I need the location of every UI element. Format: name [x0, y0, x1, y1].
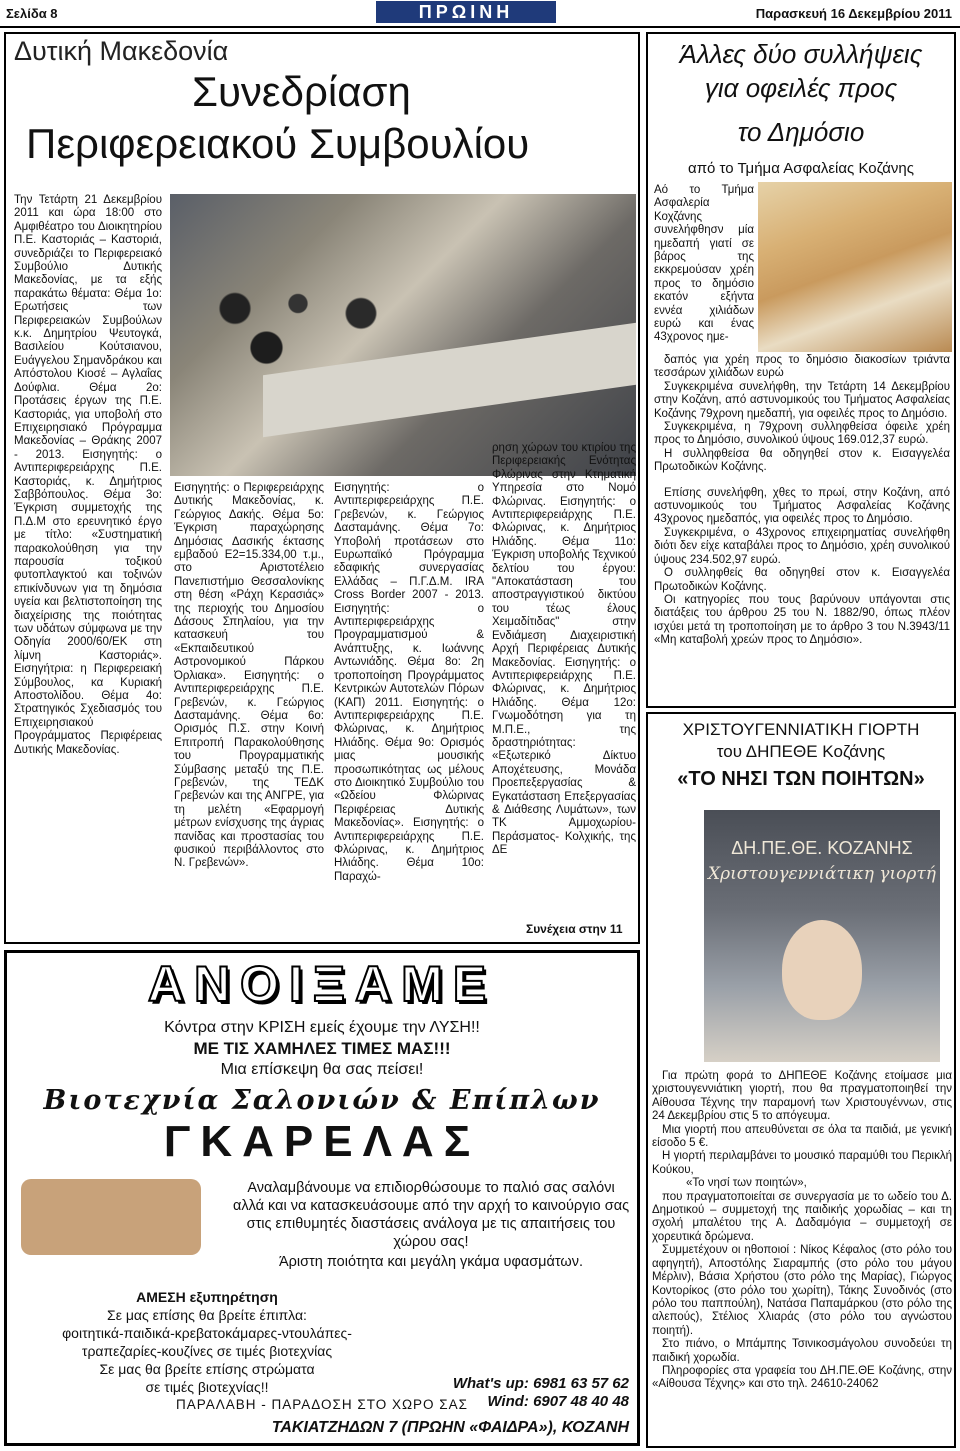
- masthead: ΠΡΩΙΝΗ: [376, 1, 556, 23]
- continued-note: Συνέχεια στην 11: [526, 922, 623, 936]
- christmas-paragraph: Πληροφορίες στα γραφεία του ΔΗ.ΠΕ.ΘΕ Κοζάνης, στην «Αίθουσα Τέχνης» και στο τηλ. 24610-24062: [652, 1364, 952, 1391]
- ad-phone-1: What's up: 6981 63 57 62: [452, 1375, 629, 1392]
- article-column-4: ρηση χώρων του κτιρίου της Περιφερειακής Ενότητας Φλώρινας στην Κτηματική Υπηρεσία στο Νομό Φλώρινας. Εισηγητής: ο Αντιπεριφερειάρχης Π.Ε. Φλώρινας, κ. Δημήτριος Ηλιάδης. Θέμα 11ο: Έγκριση υποβολής Τεχνικού δελτίου του έργου: "Αποκατάσταση του αποστραγγιστικού δικτύου του τέως έλους Χειμαδίτιδας" στην Ενδιάμεση Διαχειριστική Αρχή Περιφέρειας Δυτικής Μακεδονίας. Εισηγητής: ο Αντιπεριφερειάρχης Π.Ε. Φλώρινας, κ. Δημήτριος Ηλιάδης. Θέμα 12ο: Γνωμοδότηση για τη Μ.Π.Ε., της δραστηριότητας: «Εξωτερικό Δίκτυο Αποχέτευσης, Μονάδα Προεπεξεργασίας & Εγκατάσταση Επεξεργασίας & Διάθεσης Λυμάτων», των ΤΚ Αμμοχωρίου- Περάσματος- Κολχικής, της ΔΕ: [492, 442, 636, 857]
- christmas-paragraph: Στο πιάνο, ο Μπάμπης Τσινικοσμάγολου συνοδεύει τη παιδική χορωδία.: [652, 1338, 952, 1364]
- arrests-paragraph: Συγκεκριμένα, ο 43χρονος επιχειρηματίας συνελήφθη διότι δεν είχε καταβάλει προς το Δημόσιο, χρέη συνολικού ύψους 234.502,97 ευρώ.: [654, 526, 950, 566]
- ad-line: Σε μας επίσης θα βρείτε έπιπλα:: [107, 1307, 307, 1323]
- page-number: Σελίδα 8: [6, 6, 58, 21]
- section-title: Δυτική Μακεδονία: [14, 36, 229, 66]
- ad-phone-2: Wind: 6907 48 40 48: [487, 1393, 629, 1410]
- arrests-article: [646, 32, 956, 708]
- ad-line: σε τιμές βιοτεχνίας!!: [145, 1379, 269, 1395]
- ad-line: Μια επίσκεψη θα σας πείσει!: [220, 1061, 424, 1078]
- arrests-paragraph: Επίσης συνελήφθη, χθες το πρωί, στην Κοζάνη, από αστυνομικούς του Τμήματος Ασφαλείας Κοζάνης 43χρονος ημεδαπός, για οφειλές προς το Δημόσιο.: [654, 486, 950, 526]
- article-column-1: Την Τετάρτη 21 Δεκεμβρίου 2011 και ώρα 18:00 στο Αμφιθέατρο του Διοικητηρίου Π.Ε. Καστοριάς – Καστοριά, συνεδριάζει το Περιφερειακό Συμβούλιο Δυτικής Μακεδονίας, με τα εξής παρακάτω θέματα: Θέμα 1ο: Ερωτήσεις των Περιφερειακών Συμβούλων κ.κ. Δημητρίου Ψευτογκά, Βασιλείου Κούτσιανου, Ευάγγελου Σημανδράκου και Απόστολου Κιοσέ – Αγλαΐας Δούφλια. Θέμα 2ο: Προτάσεις έργων της Π.Ε. Καστοριάς, για υποβολή στο Επιχειρησιακό Πρόγραμμα Μακεδονίας – Θράκης 2007 - 2013. Εισηγητής: ο Αντιπεριφερειάρχης Π.Ε. Καστοριάς, κ. Δημήτριος Σαββόπουλος. Θέμα 3ο: Έγκριση συμμετοχής της Π.Δ.Μ στο ερευνητικό έργο με τίτλο: «Συστηματική παρακολούθηση για την παρουσία τοξικού φυτοπλαγκτού και τοξινών επικίνδυνων για τη δημόσια υγεία και βελτιστοποίηση της διαχείρισης της ποιότητας των υδάτων σύμφωνα με την Οδηγία 2000/60/ΕΚ στη λίμνη Καστοριάς». Εισηγήτρια: η Περιφερειακή Σύμβουλος, κα Κυριακή Αποστολίδου. Θέμα 4ο: Στρατηγικός Σχεδιασμός του Επιχειρησιακού Προγράμματος Περιφέρειας Δυτικής Μακεδονίας.: [14, 194, 162, 756]
- christmas-title-3: «ΤΟ ΝΗΣΙ ΤΩΝ ΠΟΙΗΤΩΝ»: [677, 768, 925, 790]
- ad-line: φοιτητικά-παιδικά-κρεβατοκάμαρες-ντουλάπες-: [62, 1325, 352, 1341]
- poster-script: Χριστουγεννιάτικη γιορτή: [708, 864, 936, 884]
- arrests-title-1: Άλλες δύο συλλήψεις: [679, 39, 923, 69]
- ad-line: ΠΑΡΑΛΑΒΗ - ΠΑΡΑΔΟΣΗ ΣΤΟ ΧΩΡΟ ΣΑΣ: [175, 1397, 469, 1412]
- angel-child-image: [782, 920, 862, 1020]
- issue-date: Παρασκευή 16 Δεκεμβρίου 2011: [755, 6, 952, 21]
- christmas-paragraph: Μια γιορτή που απευθύνεται σε όλα τα παιδιά, με γενική είσοδο 5 €.: [652, 1123, 952, 1150]
- article-column-3: Εισηγητής: ο Αντιπεριφερειάρχης Π.Ε. Γρεβενών, κ. Γεώργιος Δασταμάνης. Θέμα 7ο: Υποβολή προτάσεων στο Ευρωπαϊκό Πρόγραμμα εδαφικής συνεργασίας Ελλάδας – Π.Γ.Δ.Μ. IRA Cross Border 2007 - 2013. Εισηγητής: ο Αντιπεριφερειάρχης Προγραμματισμού & Ανάπτυξης, κ. Ιωάννης Αντωνιάδης. Θέμα 8ο: 2η τροποποίηση Προγράμματος Κεντρικών Αυτοτελών Πόρων (ΚΑΠ) 2011. Εισηγητής: ο Αντιπεριφερειάρχης Π.Ε. Φλώρινας, κ. Δημήτριος Ηλιάδης. Θέμα 9ο: Ορισμός μιας μουσικής προσωπικότητας ως μέλους στο Διοικητικό Συμβούλιο του «Ωδείου Φλώρινας Περιφέρειας Δυτικής Μακεδονίας». Εισηγητής: ο Αντιπεριφερειάρχης Π.Ε. Φλώρινας, κ. Δημήτριος Ηλιάδης. Θέμα 10ο: Παραχώ-: [334, 482, 484, 883]
- council-article: [4, 32, 640, 944]
- christmas-title-1: ΧΡΙΣΤΟΥΓΕΝΝΙΑΤΙΚΗ ΓΙΟΡΤΗ: [682, 720, 920, 739]
- article-title-line1: Συνεδρίαση: [192, 68, 411, 115]
- arrests-paragraph: Συγκεκριμένα συνελήφθη, την Τετάρτη 14 Δεκεμβρίου στην Κοζάνη, από αστυνομικούς του Τμήματος Ασφαλείας Κοζάνης 79χρονη ημεδαπή, για οφειλές προς το Δημόσιο.: [654, 380, 950, 420]
- christmas-paragraph: «Το νησί των ποιητών»,: [686, 1177, 807, 1190]
- christmas-body: [652, 1070, 952, 1446]
- arrests-paragraph: δαπός για χρέη προς το δημόσιο διακοσίων τριάντα τεσσάρων χιλιάδων ευρώ: [654, 354, 950, 380]
- christmas-title-2: του ΔΗΠΕΘΕ Κοζάνης: [716, 742, 886, 761]
- ad-paragraph: Αναλαμβάνουμε να επιδιορθώσουμε το παλιό σας σαλόνι αλλά και να κατασκευάσουμε από την αρχή το καινούργιο σας στις επιθυμητές διαστάσεις ανάλογα με τις απαιτήσεις του χώρου σας!: [232, 1180, 630, 1250]
- furniture-ad: [4, 950, 640, 1446]
- header-rule: [0, 26, 960, 28]
- arrests-body: [654, 354, 950, 706]
- christmas-poster: [704, 810, 940, 1062]
- christmas-paragraph: Για πρώτη φορά το ΔΗΠΕΘΕ Κοζάνης ετοίμασε μια χριστουγεννιάτικη γιορτή, που θα πραγματοποιηθεί την Αίθουσα Τέχνης την παραμονή των Χριστουγέννων, στις 24 Δεκεμβρίου στις 5 το απόγευμα.: [652, 1070, 952, 1123]
- christmas-paragraph: Η γιορτή περιλαμβάνει το μουσικό παραμύθι του Περικλή Κούκου,: [652, 1150, 952, 1176]
- article-title-line2: Περιφερειακού Συμβουλίου: [26, 120, 530, 167]
- arrests-paragraph: Ο συλληφθείς θα οδηγηθεί στον κ. Εισαγγελέα Πρωτοδικών Κοζάνης.: [654, 567, 950, 593]
- ad-line: Σε μας θα βρείτε επίσης στρώματα: [99, 1361, 315, 1377]
- sofa-image: [21, 1179, 201, 1255]
- arrests-paragraph: Οι κατηγορίες που τους βαρύνουν υπάγονται στις διατάξεις του άρθρου 25 του Ν. 1882/90, όπως πλέον ισχύει μετά τη τροποποίηση με το άρθρο 3 του Ν.3943/11 «Μη καταβολή χρεών προς το Δημόσιο».: [654, 593, 950, 647]
- article-column-2: Εισηγητής: ο Περιφερειάρχης Δυτικής Μακεδονίας, κ. Γεώργιος Δακής. Θέμα 5ο: Έγκριση παραχώρησης Δημόσιας Δασικής έκτασης εμβαδού Ε2=15.334,00 τ.μ., στο Αριστοτέλειο Πανεπιστήμιο Θεσσαλονίκης στη θέση «Ράχη Κερασιάς» της περιοχής του Δημοσίου Δάσους Σπηλαίου, για την κατασκευή του «Εκπαιδευτικού Αστρονομικού Πάρκου Όρλιακα». Εισηγητής: ο Αντιπεριφερειάρχης Π.Ε. Γρεβενών, κ. Γεώργιος Δασταμάνης. Θέμα 6ο: Ορισμός Π.Σ. στην Κοινή Επιτροπή Παρακολούθησης του Προγραμματικής Σύμβασης μεταξύ της Π.Ε. Γρεβενών, της ΤΕΔΚ Γρεβενών και της ΑΝΓΡΕ, για τη μελέτη «Εφαρμογή μέτρων ενίσχυσης της άγριας πανίδας και προστασίας του φυσικού περιβάλλοντος στο Ν. Γρεβενών».: [174, 482, 324, 870]
- christmas-article: [646, 712, 956, 1448]
- arrests-paragraph: Συγκεκριμένα, η 79χρονη συλληφθείσα όφειλε χρέη προς το Δημόσιο, συνολικού ύψους 169.012,37 ευρώ.: [654, 421, 950, 447]
- ad-line: ΜΕ ΤΙΣ ΧΑΜΗΛΕΣ ΤΙΜΕΣ ΜΑΣ!!!: [193, 1039, 451, 1058]
- ad-business-name: ΓΚΑΡΕΛΑΣ: [163, 1117, 481, 1166]
- christmas-paragraph: που πραγματοποιείται σε συνεργασία με το ωδείο του Δ. Δημοτικού – συμμετοχή της παιδικής χορωδίας – και τη σχολή μπαλέτου της Α. Δαδαμόγια – συμμετοχή σε χορευτικά δρώμενα.: [652, 1190, 952, 1243]
- poster-heading: ΔΗ.ΠΕ.ΘΕ. ΚΟΖΑΝΗΣ: [731, 838, 913, 858]
- arrests-paragraph: Η συλληφθείσα θα οδηγηθεί στον κ. Εισαγγελέα Πρωτοδικών Κοζάνης.: [654, 447, 950, 474]
- ad-paragraph: Άριστη ποιότητα και μεγάλη γκάμα υφασμάτων.: [278, 1254, 584, 1270]
- ad-line: ΑΜΕΣΗ εξυπηρέτηση: [136, 1289, 278, 1305]
- arrests-side-text: Αό το Τμήμα Ασφαλερία Κοχζάνης συνελήφθησν μία ημεδαπή γιατί σε βάρος της εκκρεμούσαν χρέη προς το δημόσιο εκατόν εξήντα εννέα χιλιάδων ευρώ και ένας 43χρονος ημε-: [654, 184, 754, 344]
- council-meeting-photo: [170, 194, 636, 476]
- arrests-subtitle: από το Τμήμα Ασφαλείας Κοζάνης: [688, 160, 914, 177]
- ad-line: Κόντρα στην ΚΡΙΣΗ εμείς έχουμε την ΛΥΣΗ!!: [164, 1019, 480, 1036]
- ad-line: τραπεζαρίες-κουζίνες σε τιμές βιοτεχνίας: [81, 1343, 333, 1359]
- ad-business-type: Βιοτεχνία Σαλονιών & Επίπλων: [43, 1085, 601, 1116]
- christmas-paragraph: Συμμετέχουν οι ηθοποιοί : Νίκος Κέφαλος (στο ρόλο του αφηγητή), Αποστόλης Σιαραμπής (στο ρόλο του μάγου Μέρλιν), Βάσια Χρήστου (στο ρόλο της Μαρίας), Γιώργος Κοντορίκος (στο ρόλο του χωρίτη), Τάκης Συνοδινός (στο ρόλο του παππούλη), Νατάσα Παπαμάρκου (στο ρόλο της αλεπούς), Στέλιος Χλιαράς (στο ρόλο του αγνώστου ποιητή).: [652, 1244, 952, 1337]
- ad-address: ΤΑΚΙΑΤΖΗΔΩΝ 7 (ΠΡΩΗΝ «ΦΑΙΔΡΑ»), ΚΟΖΑΝΗ: [271, 1419, 629, 1436]
- ad-headline: ΑΝΟΙΞΑΜΕ: [147, 956, 497, 1012]
- arrests-title-2: για οφειλές προς: [704, 73, 898, 103]
- euro-banknotes-photo: [758, 182, 952, 352]
- arrests-title-3: το Δημόσιο: [737, 117, 865, 147]
